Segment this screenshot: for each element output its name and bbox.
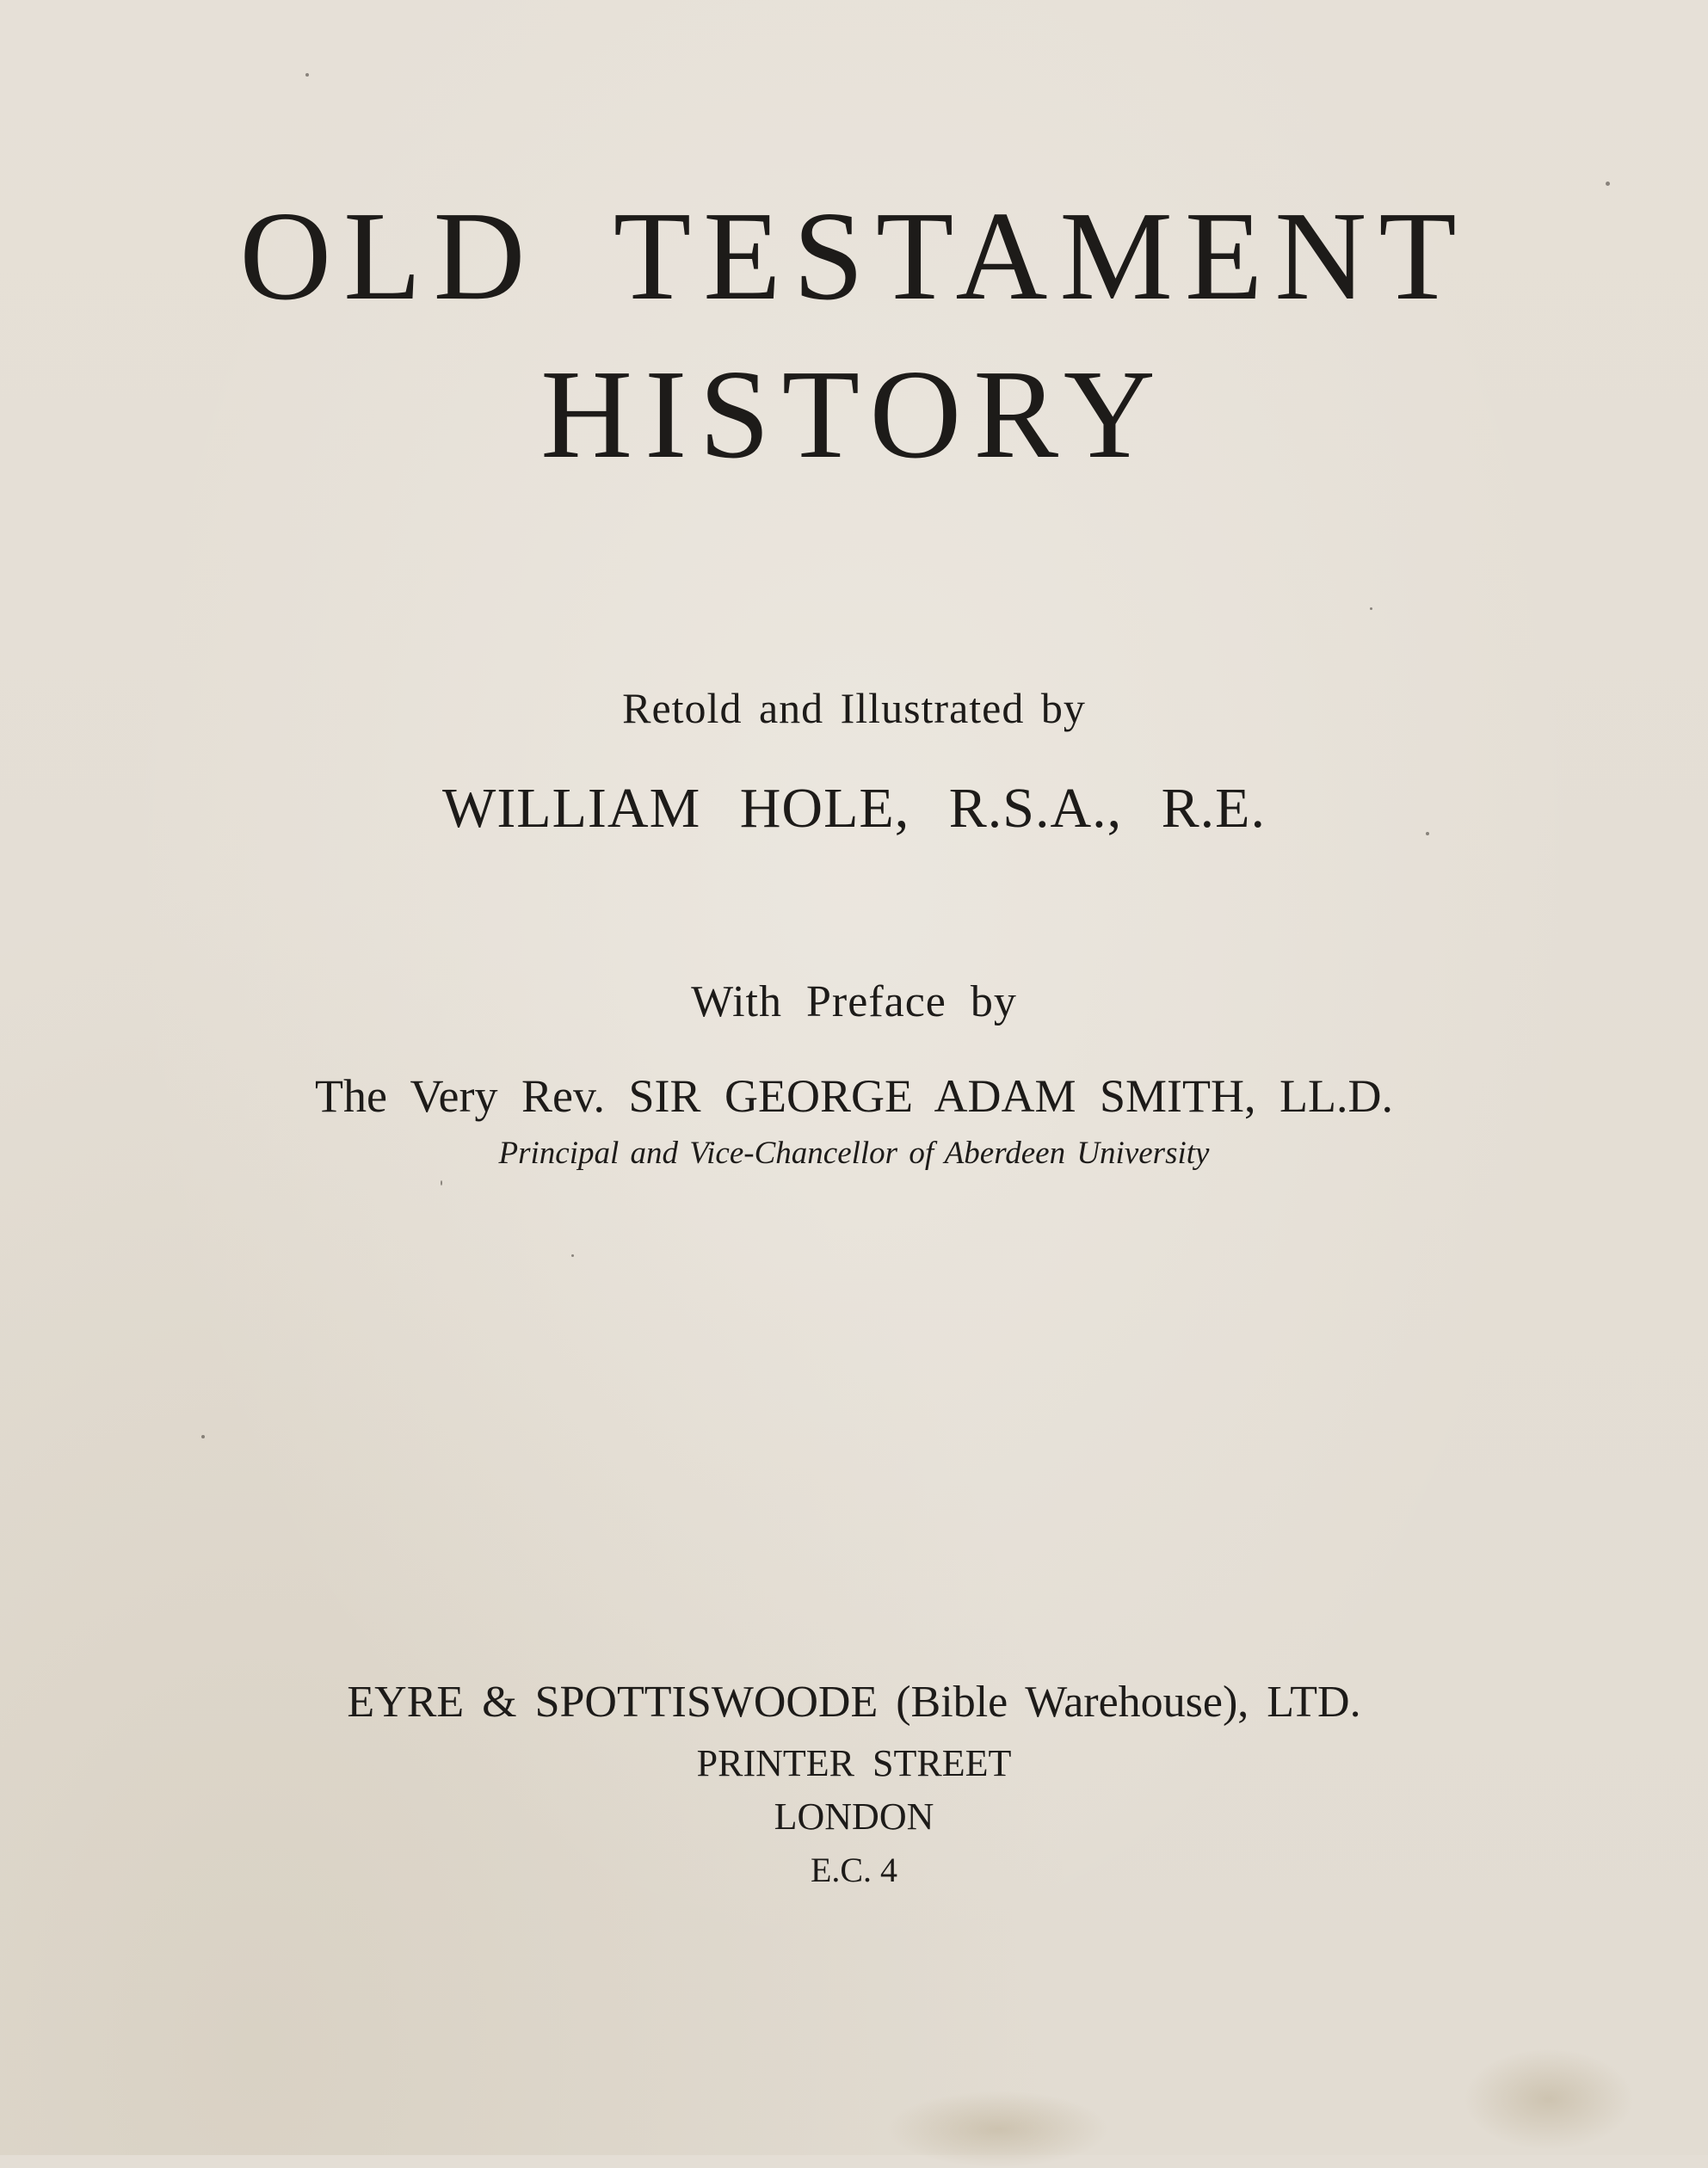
book-title-line-2: HISTORY [540,344,1168,485]
paper-speck [441,1180,442,1186]
preface-label: With Preface by [691,977,1017,1026]
publisher-street: PRINTER STREET [696,1742,1012,1784]
paper-stain [886,2091,1110,2168]
retold-label: Retold and Illustrated by [622,684,1086,732]
publisher-postcode: E.C. 4 [810,1851,898,1889]
paper-speck [305,73,309,77]
preface-author: The Very Rev. SIR GEORGE ADAM SMITH, LL.D. [315,1070,1393,1122]
author-name: WILLIAM HOLE, R.S.A., R.E. [442,777,1266,840]
paper-speck [571,1254,574,1257]
paper-stain [1463,2048,1635,2151]
paper-speck [1606,182,1610,186]
book-title-line-1: OLD TESTAMENT [239,186,1469,327]
publisher-city: LONDON [774,1795,934,1838]
publisher-name: EYRE & SPOTTISWOODE (Bible Warehouse), LTD. [347,1678,1361,1727]
paper-speck [201,1435,205,1438]
preface-author-role: Principal and Vice-Chancellor of Aberdeen University [498,1136,1210,1171]
paper-speck [1370,607,1372,610]
